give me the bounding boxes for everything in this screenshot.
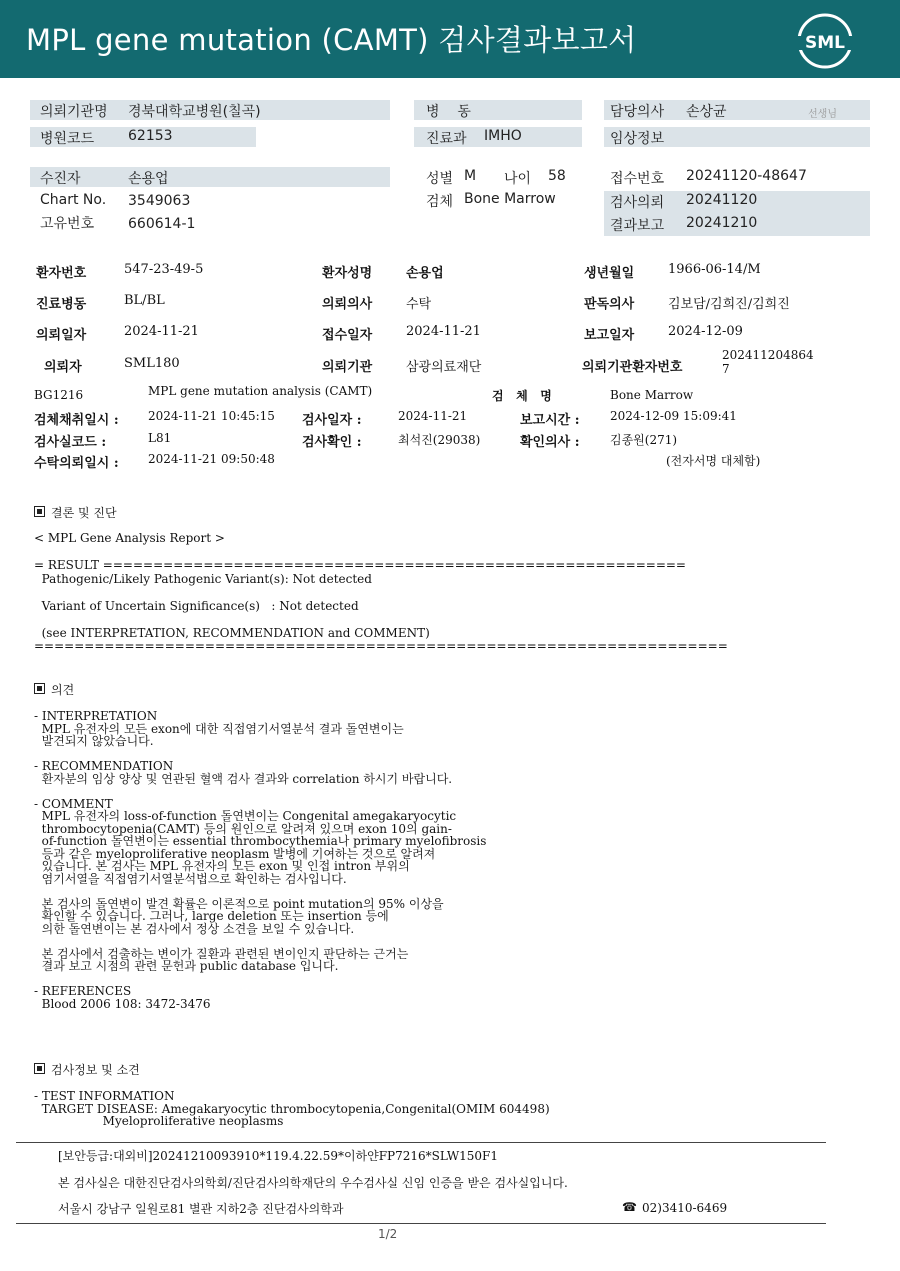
test-value: 2024-11-21 09:50:48: [148, 452, 275, 466]
section-title: 검사정보 및 소견: [51, 1063, 140, 1077]
grid-value: 2024-11-21: [124, 324, 199, 339]
grid-label: 접수일자: [322, 328, 373, 343]
test-label: 수탁의뢰일시 :: [34, 456, 119, 471]
grid-label: 환자성명: [322, 266, 373, 281]
report-label: 결과보고: [610, 218, 665, 234]
sex-label: 성별: [426, 171, 454, 187]
grid-label: 의뢰자: [44, 360, 82, 375]
grid-value: 202411204864: [722, 348, 814, 362]
square-bullet-icon: [34, 1063, 45, 1074]
grid-label: 생년월일: [584, 266, 635, 281]
request-value: 20241120: [686, 192, 758, 208]
patient-label: 수진자: [40, 171, 81, 187]
grid-value: 수탁: [406, 297, 432, 312]
address-line: 서울시 강남구 일원로81 별관 지하2층 진단검사의학과: [58, 1202, 344, 1216]
test-value: 김종원(271): [610, 433, 678, 447]
cert-line: 본 검사실은 대한진단검사의학회/진단검사의학재단의 우수검사실 신임 인증을 받은 검사실입니다.: [58, 1176, 568, 1190]
report-title: MPL gene mutation (CAMT) 검사결과보고서: [26, 23, 637, 57]
test-value: 2024-11-21 10:45:15: [148, 409, 275, 423]
test-value: 2024-11-21: [398, 409, 468, 423]
ward-label: 병 동: [426, 104, 471, 120]
page-number: 1/2: [378, 1227, 398, 1241]
unique-label: 고유번호: [40, 216, 95, 232]
age-label: 나이: [504, 171, 532, 187]
receipt-label: 접수번호: [610, 171, 665, 187]
doctor-label: 담당의사: [610, 104, 665, 120]
doctor-suffix: 선생님: [808, 109, 837, 120]
test-label: 검사일자 :: [302, 413, 362, 428]
hospcode-value: 62153: [128, 128, 173, 144]
test-label: 확인의사 :: [520, 435, 580, 450]
grid-label: 환자번호: [36, 266, 87, 281]
grid-value: SML180: [124, 356, 180, 371]
grid-value: 손용업: [406, 266, 444, 281]
grid-value: 547-23-49-5: [124, 262, 204, 277]
report-header: [0, 0, 900, 78]
grid-label: 보고일자: [584, 328, 635, 343]
section-title: 의견: [51, 683, 75, 697]
test-label: 검체채취일시 :: [34, 413, 119, 428]
test-code: BG1216: [34, 388, 84, 402]
grid-value: 김보담/김희진/김희진: [668, 297, 790, 312]
esign-note: (전자서명 대체함): [666, 454, 761, 468]
test-info-block: - TEST INFORMATION TARGET DISEASE: Amegakaryocytic thrombocytopenia,Congenital(OMIM 604498) Myeloproliferative neoplasms: [34, 1089, 550, 1128]
test-specimen-value: Bone Marrow: [610, 388, 694, 402]
dept-label: 진료과: [426, 131, 467, 147]
grid-label: 의뢰일자: [36, 328, 87, 343]
patient-bar: [30, 167, 390, 187]
hospcode-label: 병원코드: [40, 131, 95, 147]
grid-value: 1966-06-14/M: [668, 262, 761, 277]
section-heading: [34, 1061, 140, 1078]
specimen-label: 검체: [426, 194, 454, 210]
grid-value: BL/BL: [124, 293, 165, 308]
test-label: 검사실코드 :: [34, 435, 107, 450]
receipt-value: 20241120-48647: [686, 168, 807, 184]
grid-label: 의뢰기관환자번호: [582, 360, 683, 375]
section-heading: [34, 504, 117, 521]
grid-value: 2024-11-21: [406, 324, 481, 339]
specimen-value: Bone Marrow: [464, 191, 556, 207]
test-value: L81: [148, 431, 172, 445]
institution-value: 경북대학교병원(칠곡): [128, 104, 261, 120]
report-value: 20241210: [686, 215, 758, 231]
phone-number: 02)3410-6469: [642, 1201, 728, 1215]
grid-label: 판독의사: [584, 297, 635, 312]
dept-value: IMHO: [484, 128, 522, 144]
patient-value: 손용업: [128, 171, 169, 187]
square-bullet-icon: [34, 506, 45, 517]
grid-value-cont: 7: [722, 362, 730, 376]
sex-value: M: [464, 168, 477, 184]
grid-label: 진료병동: [36, 297, 87, 312]
footer-bottom-rule: [16, 1223, 826, 1224]
grid-label: 의뢰기관: [322, 360, 373, 375]
grid-label: 의뢰의사: [322, 297, 373, 312]
section-title: 결론 및 진단: [51, 506, 117, 520]
test-label: 보고시간 :: [520, 413, 580, 428]
age-value: 58: [548, 168, 566, 184]
unique-value: 660614-1: [128, 216, 196, 232]
institution-label: 의뢰기관명: [40, 104, 108, 120]
phone-icon: ☎: [622, 1200, 637, 1214]
chart-label: Chart No.: [40, 192, 107, 208]
clinical-label: 임상정보: [610, 131, 665, 147]
square-bullet-icon: [34, 683, 45, 694]
request-label: 검사의뢰: [610, 195, 665, 211]
test-label: 검사확인 :: [302, 435, 362, 450]
test-specimen-label: 검 체 명: [492, 389, 552, 403]
result-block: < MPL Gene Analysis Report > = RESULT ========================================================== Pathogenic/Likely Pathogenic Variant(s): Not detected Variant of Uncertain Significance(s) : Not detected (see INTERPRETATION, RECOMMENDATION and COMMENT) =====================================================================: [34, 531, 728, 653]
opinion-block: - INTERPRETATION MPL 유전자의 모든 exon에 대한 직접염기서열분석 결과 돌연변이는 발견되지 않았습니다. - RECOMMENDATION 환자분의 임상 양상 및 연관된 혈액 검사 결과와 correlation 하시기 바랍니다. - COMMENT MPL 유전자의 loss-of-function 돌연변이는 Congenital amegakaryocytic thrombocytopenia(CAMT) 등의 원인으로 알려져 있으며 exon 10의 gain- of-function 돌연변이는 essential thrombocythemia나 primary myelofibrosis 등과 같은 myeloproliferative neoplasm 발병에 기여하는 것으로 알려져 있습니다. 본 검사는 MPL 유전자의 모든 exon 및 인접 intron 부위의 염기서열을 직접염기서열분석법으로 확인하는 검사입니다. 본 검사의 돌연변이 발견 확률은 이론적으로 point mutation의 95% 이상을 확인할 수 있습니다. 그러나, large deletion 또는 insertion 등에 의한 돌연변이는 본 검사에서 정상 소견을 보일 수 있습니다. 본 검사에서 검출하는 변이가 질환과 관련된 변이인지 판단하는 근거는 결과 보고 시점의 관련 문헌과 public database 입니다. - REFERENCES Blood 2006 108: 3472-3476: [34, 709, 487, 1011]
test-value: 2024-12-09 15:09:41: [610, 409, 737, 423]
chart-value: 3549063: [128, 193, 191, 209]
footer-top-rule: [16, 1142, 826, 1143]
grid-value: 삼광의료재단: [406, 360, 482, 375]
test-name: MPL gene mutation analysis (CAMT): [148, 384, 373, 398]
grid-value: 2024-12-09: [668, 324, 743, 339]
logo-text: SML: [805, 33, 845, 53]
security-line: [보안등급:대외비]20241210093910*119.4.22.59*이하얀FP7216*SLW150F1: [58, 1149, 499, 1163]
test-value: 최석진(29038): [398, 433, 481, 447]
section-heading: [34, 681, 74, 698]
doctor-value: 손상균: [686, 104, 727, 120]
sml-logo: [796, 12, 854, 70]
